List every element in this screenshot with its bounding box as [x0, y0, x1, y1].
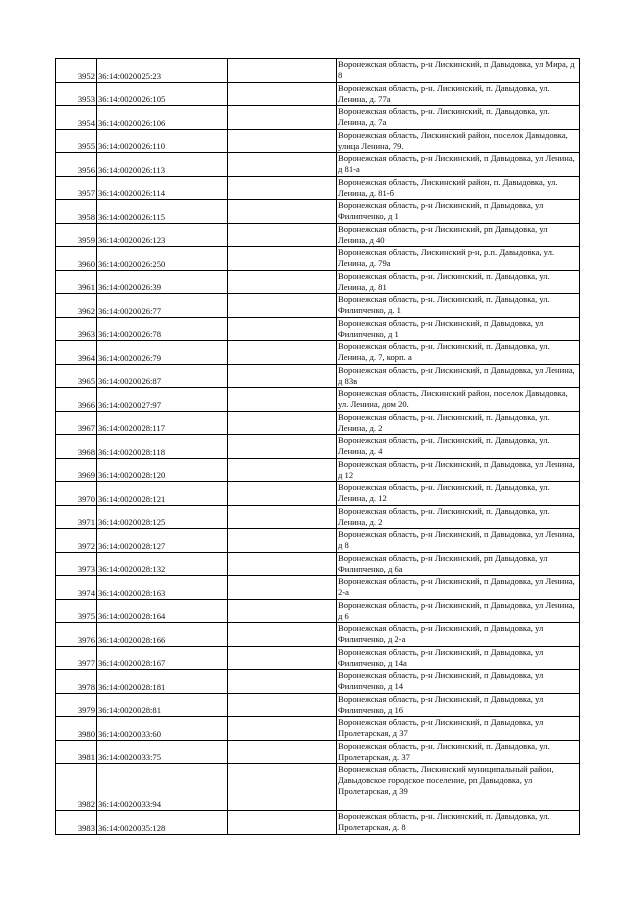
address-cell: Воронежская область, р-н Лискинский, п Давыдовка, ул Филипченко, д 1 — [337, 200, 580, 224]
row-number-cell: 3964 — [56, 341, 97, 365]
row-number-cell: 3981 — [56, 740, 97, 764]
cadastral-number-cell: 36:14:0020028:81 — [97, 693, 228, 717]
row-number-cell: 3955 — [56, 129, 97, 153]
table-row — [56, 270, 580, 294]
cadastral-number-cell: 36:14:0020026:110 — [97, 129, 228, 153]
row-number-cell: 3961 — [56, 270, 97, 294]
empty-cell — [228, 552, 337, 576]
table-row — [56, 176, 580, 200]
table-row — [56, 552, 580, 576]
empty-cell — [228, 82, 337, 106]
row-number-cell: 3973 — [56, 552, 97, 576]
table-row — [56, 764, 580, 811]
cadastral-number-cell: 36:14:0020027:97 — [97, 388, 228, 412]
empty-cell — [228, 176, 337, 200]
row-number-cell: 3972 — [56, 529, 97, 553]
table-row — [56, 388, 580, 412]
address-cell: Воронежская область, Лискинский район, поселок Давыдовка, улица Ленина, 79. — [337, 129, 580, 153]
empty-cell — [228, 693, 337, 717]
table-row — [56, 82, 580, 106]
address-cell: Воронежская область, р-н. Лискинский, п. Давыдовка, ул. Пролетарская, д. 37 — [337, 740, 580, 764]
cadastral-number-cell: 36:14:0020026:87 — [97, 364, 228, 388]
address-cell: Воронежская область, р-н Лискинский, рп Давыдовка, ул Ленина, д 40 — [337, 223, 580, 247]
empty-cell — [228, 341, 337, 365]
table-row — [56, 435, 580, 459]
address-cell: Воронежская область, р-н. Лискинский, п. Давыдовка, ул. Ленина, д. 7а — [337, 106, 580, 130]
table-row — [56, 670, 580, 694]
address-cell: Воронежская область, р-н. Лискинский, п. Давыдовка, ул. Ленина, д. 2 — [337, 505, 580, 529]
table-row — [56, 411, 580, 435]
empty-cell — [228, 247, 337, 271]
cadastral-number-cell: 36:14:0020028:166 — [97, 623, 228, 647]
table-row — [56, 341, 580, 365]
address-cell: Воронежская область, р-н Лискинский, п Давыдовка, ул Мира, д 8 — [337, 59, 580, 83]
empty-cell — [228, 223, 337, 247]
cadastral-number-cell: 36:14:0020028:118 — [97, 435, 228, 459]
empty-cell — [228, 623, 337, 647]
address-cell: Воронежская область, р-н Лискинский, п Давыдовка, ул Ленина, д 6 — [337, 599, 580, 623]
address-cell: Воронежская область, Лискинский район, поселок Давыдовка, ул. Ленина, дом 20. — [337, 388, 580, 412]
row-number-cell: 3957 — [56, 176, 97, 200]
table-row — [56, 623, 580, 647]
cadastral-number-cell: 36:14:0020033:75 — [97, 740, 228, 764]
address-cell: Воронежская область, р-н Лискинский, п Давыдовка, ул Филипченко, д 14а — [337, 646, 580, 670]
table-row — [56, 129, 580, 153]
row-number-cell: 3983 — [56, 811, 97, 835]
cadastral-number-cell: 36:14:0020026:114 — [97, 176, 228, 200]
cadastral-number-cell: 36:14:0020028:167 — [97, 646, 228, 670]
cadastral-number-cell: 36:14:0020035:128 — [97, 811, 228, 835]
cadastral-number-cell: 36:14:0020028:127 — [97, 529, 228, 553]
cadastral-number-cell: 36:14:0020026:123 — [97, 223, 228, 247]
cadastral-number-cell: 36:14:0020028:132 — [97, 552, 228, 576]
row-number-cell: 3970 — [56, 482, 97, 506]
table-row — [56, 482, 580, 506]
row-number-cell: 3958 — [56, 200, 97, 224]
row-number-cell: 3954 — [56, 106, 97, 130]
empty-cell — [228, 505, 337, 529]
row-number-cell: 3953 — [56, 82, 97, 106]
table-row — [56, 811, 580, 835]
cadastral-number-cell: 36:14:0020025:23 — [97, 59, 228, 83]
table-row — [56, 646, 580, 670]
address-cell: Воронежская область, р-н. Лискинский, п. Давыдовка, ул. Ленина, д. 77а — [337, 82, 580, 106]
address-cell: Воронежская область, р-н. Лискинский, п. Давыдовка, ул. Пролетарская, д. 8 — [337, 811, 580, 835]
row-number-cell: 3967 — [56, 411, 97, 435]
address-cell: Воронежская область, р-н. Лискинский, п. Давыдовка, ул. Ленина, д. 7, корп. а — [337, 341, 580, 365]
table-row — [56, 740, 580, 764]
table-row — [56, 458, 580, 482]
row-number-cell: 3965 — [56, 364, 97, 388]
row-number-cell: 3962 — [56, 294, 97, 318]
row-number-cell: 3971 — [56, 505, 97, 529]
table-row — [56, 106, 580, 130]
address-cell: Воронежская область, р-н Лискинский, п Давыдовка, ул Пролетарская, д 37 — [337, 717, 580, 741]
row-number-cell: 3968 — [56, 435, 97, 459]
row-number-cell: 3975 — [56, 599, 97, 623]
table-row — [56, 599, 580, 623]
empty-cell — [228, 153, 337, 177]
address-cell: Воронежская область, р-н. Лискинский, п. Давыдовка, ул. Ленина, д. 2 — [337, 411, 580, 435]
table-row — [56, 576, 580, 600]
cadastral-number-cell: 36:14:0020028:164 — [97, 599, 228, 623]
table-row — [56, 223, 580, 247]
empty-cell — [228, 200, 337, 224]
empty-cell — [228, 458, 337, 482]
table-row — [56, 317, 580, 341]
address-cell: Воронежская область, р-н Лискинский, п Давыдовка, ул Ленина, 2-а — [337, 576, 580, 600]
row-number-cell: 3966 — [56, 388, 97, 412]
cadastral-number-cell: 36:14:0020028:121 — [97, 482, 228, 506]
table-row — [56, 693, 580, 717]
cadastral-number-cell: 36:14:0020026:113 — [97, 153, 228, 177]
table-row — [56, 294, 580, 318]
address-cell: Воронежская область, р-н Лискинский, п Давыдовка, ул Ленина, д 12 — [337, 458, 580, 482]
cadastral-number-cell: 36:14:0020028:125 — [97, 505, 228, 529]
address-cell: Воронежская область, р-н Лискинский, п Давыдовка, ул Филипченко, д 1 — [337, 317, 580, 341]
address-cell: Воронежская область, р-н. Лискинский, п. Давыдовка, ул. Ленина, д. 4 — [337, 435, 580, 459]
address-cell: Воронежская область, р-н. Лискинский, п. Давыдовка, ул. Филипченко, д. 1 — [337, 294, 580, 318]
empty-cell — [228, 576, 337, 600]
empty-cell — [228, 670, 337, 694]
table-row — [56, 200, 580, 224]
empty-cell — [228, 388, 337, 412]
address-cell: Воронежская область, р-н Лискинский, п Давыдовка, ул Филипченко, д 2-а — [337, 623, 580, 647]
cadastral-number-cell: 36:14:0020026:77 — [97, 294, 228, 318]
row-number-cell: 3978 — [56, 670, 97, 694]
cadastral-number-cell: 36:14:0020026:79 — [97, 341, 228, 365]
empty-cell — [228, 411, 337, 435]
empty-cell — [228, 811, 337, 835]
address-cell: Воронежская область, р-н. Лискинский, п. Давыдовка, ул. Ленина, д. 81 — [337, 270, 580, 294]
row-number-cell: 3979 — [56, 693, 97, 717]
row-number-cell: 3980 — [56, 717, 97, 741]
cadastral-number-cell: 36:14:0020033:60 — [97, 717, 228, 741]
row-number-cell: 3974 — [56, 576, 97, 600]
table-row — [56, 529, 580, 553]
cadastral-number-cell: 36:14:0020028:181 — [97, 670, 228, 694]
address-cell: Воронежская область, р-н Лискинский, рп Давыдовка, ул Филипченко, д 6а — [337, 552, 580, 576]
empty-cell — [228, 740, 337, 764]
empty-cell — [228, 364, 337, 388]
cadastral-number-cell: 36:14:0020026:106 — [97, 106, 228, 130]
table-row — [56, 505, 580, 529]
table-row — [56, 364, 580, 388]
row-number-cell: 3977 — [56, 646, 97, 670]
address-cell: Воронежская область, Лискинский район, п. Давыдовка, ул. Ленина, д. 81-б — [337, 176, 580, 200]
address-cell: Воронежская область, р-н Лискинский, п Давыдовка, ул Филипченко, д 16 — [337, 693, 580, 717]
address-cell: Воронежская область, р-н Лискинский, п Давыдовка, ул Филипченко, д 14 — [337, 670, 580, 694]
row-number-cell: 3960 — [56, 247, 97, 271]
cadastral-number-cell: 36:14:0020033:94 — [97, 764, 228, 811]
cadastral-number-cell: 36:14:0020028:163 — [97, 576, 228, 600]
table-row — [56, 153, 580, 177]
row-number-cell: 3956 — [56, 153, 97, 177]
cadastral-number-cell: 36:14:0020028:117 — [97, 411, 228, 435]
empty-cell — [228, 717, 337, 741]
address-cell: Воронежская область, р-н Лискинский, п Давыдовка, ул Ленина, д 8 — [337, 529, 580, 553]
table-row — [56, 717, 580, 741]
property-registry-table — [55, 58, 580, 835]
cadastral-number-cell: 36:14:0020026:78 — [97, 317, 228, 341]
empty-cell — [228, 435, 337, 459]
cadastral-number-cell: 36:14:0020026:115 — [97, 200, 228, 224]
address-cell: Воронежская область, Лискинский р-н, р.п. Давыдовка, ул. Ленина, д. 79а — [337, 247, 580, 271]
empty-cell — [228, 646, 337, 670]
cadastral-number-cell: 36:14:0020026:105 — [97, 82, 228, 106]
row-number-cell: 3976 — [56, 623, 97, 647]
row-number-cell: 3952 — [56, 59, 97, 83]
cadastral-number-cell: 36:14:0020026:39 — [97, 270, 228, 294]
address-cell: Воронежская область, Лискинский муниципальный район, Давыдовское городское поселение, рп Давыдовка, ул Пролетарская, д 39 — [337, 764, 580, 811]
empty-cell — [228, 294, 337, 318]
table-row — [56, 59, 580, 83]
empty-cell — [228, 764, 337, 811]
table-row — [56, 247, 580, 271]
row-number-cell: 3959 — [56, 223, 97, 247]
address-cell: Воронежская область, р-н Лискинский, п Давыдовка, ул Ленина, д 81-а — [337, 153, 580, 177]
empty-cell — [228, 59, 337, 83]
address-cell: Воронежская область, р-н Лискинский, п Давыдовка, ул Ленина, д 83в — [337, 364, 580, 388]
cadastral-number-cell: 36:14:0020028:120 — [97, 458, 228, 482]
registry-table-body — [56, 59, 580, 835]
address-cell: Воронежская область, р-н. Лискинский, п. Давыдовка, ул. Ленина, д. 12 — [337, 482, 580, 506]
empty-cell — [228, 482, 337, 506]
empty-cell — [228, 106, 337, 130]
row-number-cell: 3969 — [56, 458, 97, 482]
empty-cell — [228, 270, 337, 294]
cadastral-number-cell: 36:14:0020026:250 — [97, 247, 228, 271]
row-number-cell: 3963 — [56, 317, 97, 341]
empty-cell — [228, 529, 337, 553]
empty-cell — [228, 129, 337, 153]
empty-cell — [228, 317, 337, 341]
row-number-cell: 3982 — [56, 764, 97, 811]
empty-cell — [228, 599, 337, 623]
